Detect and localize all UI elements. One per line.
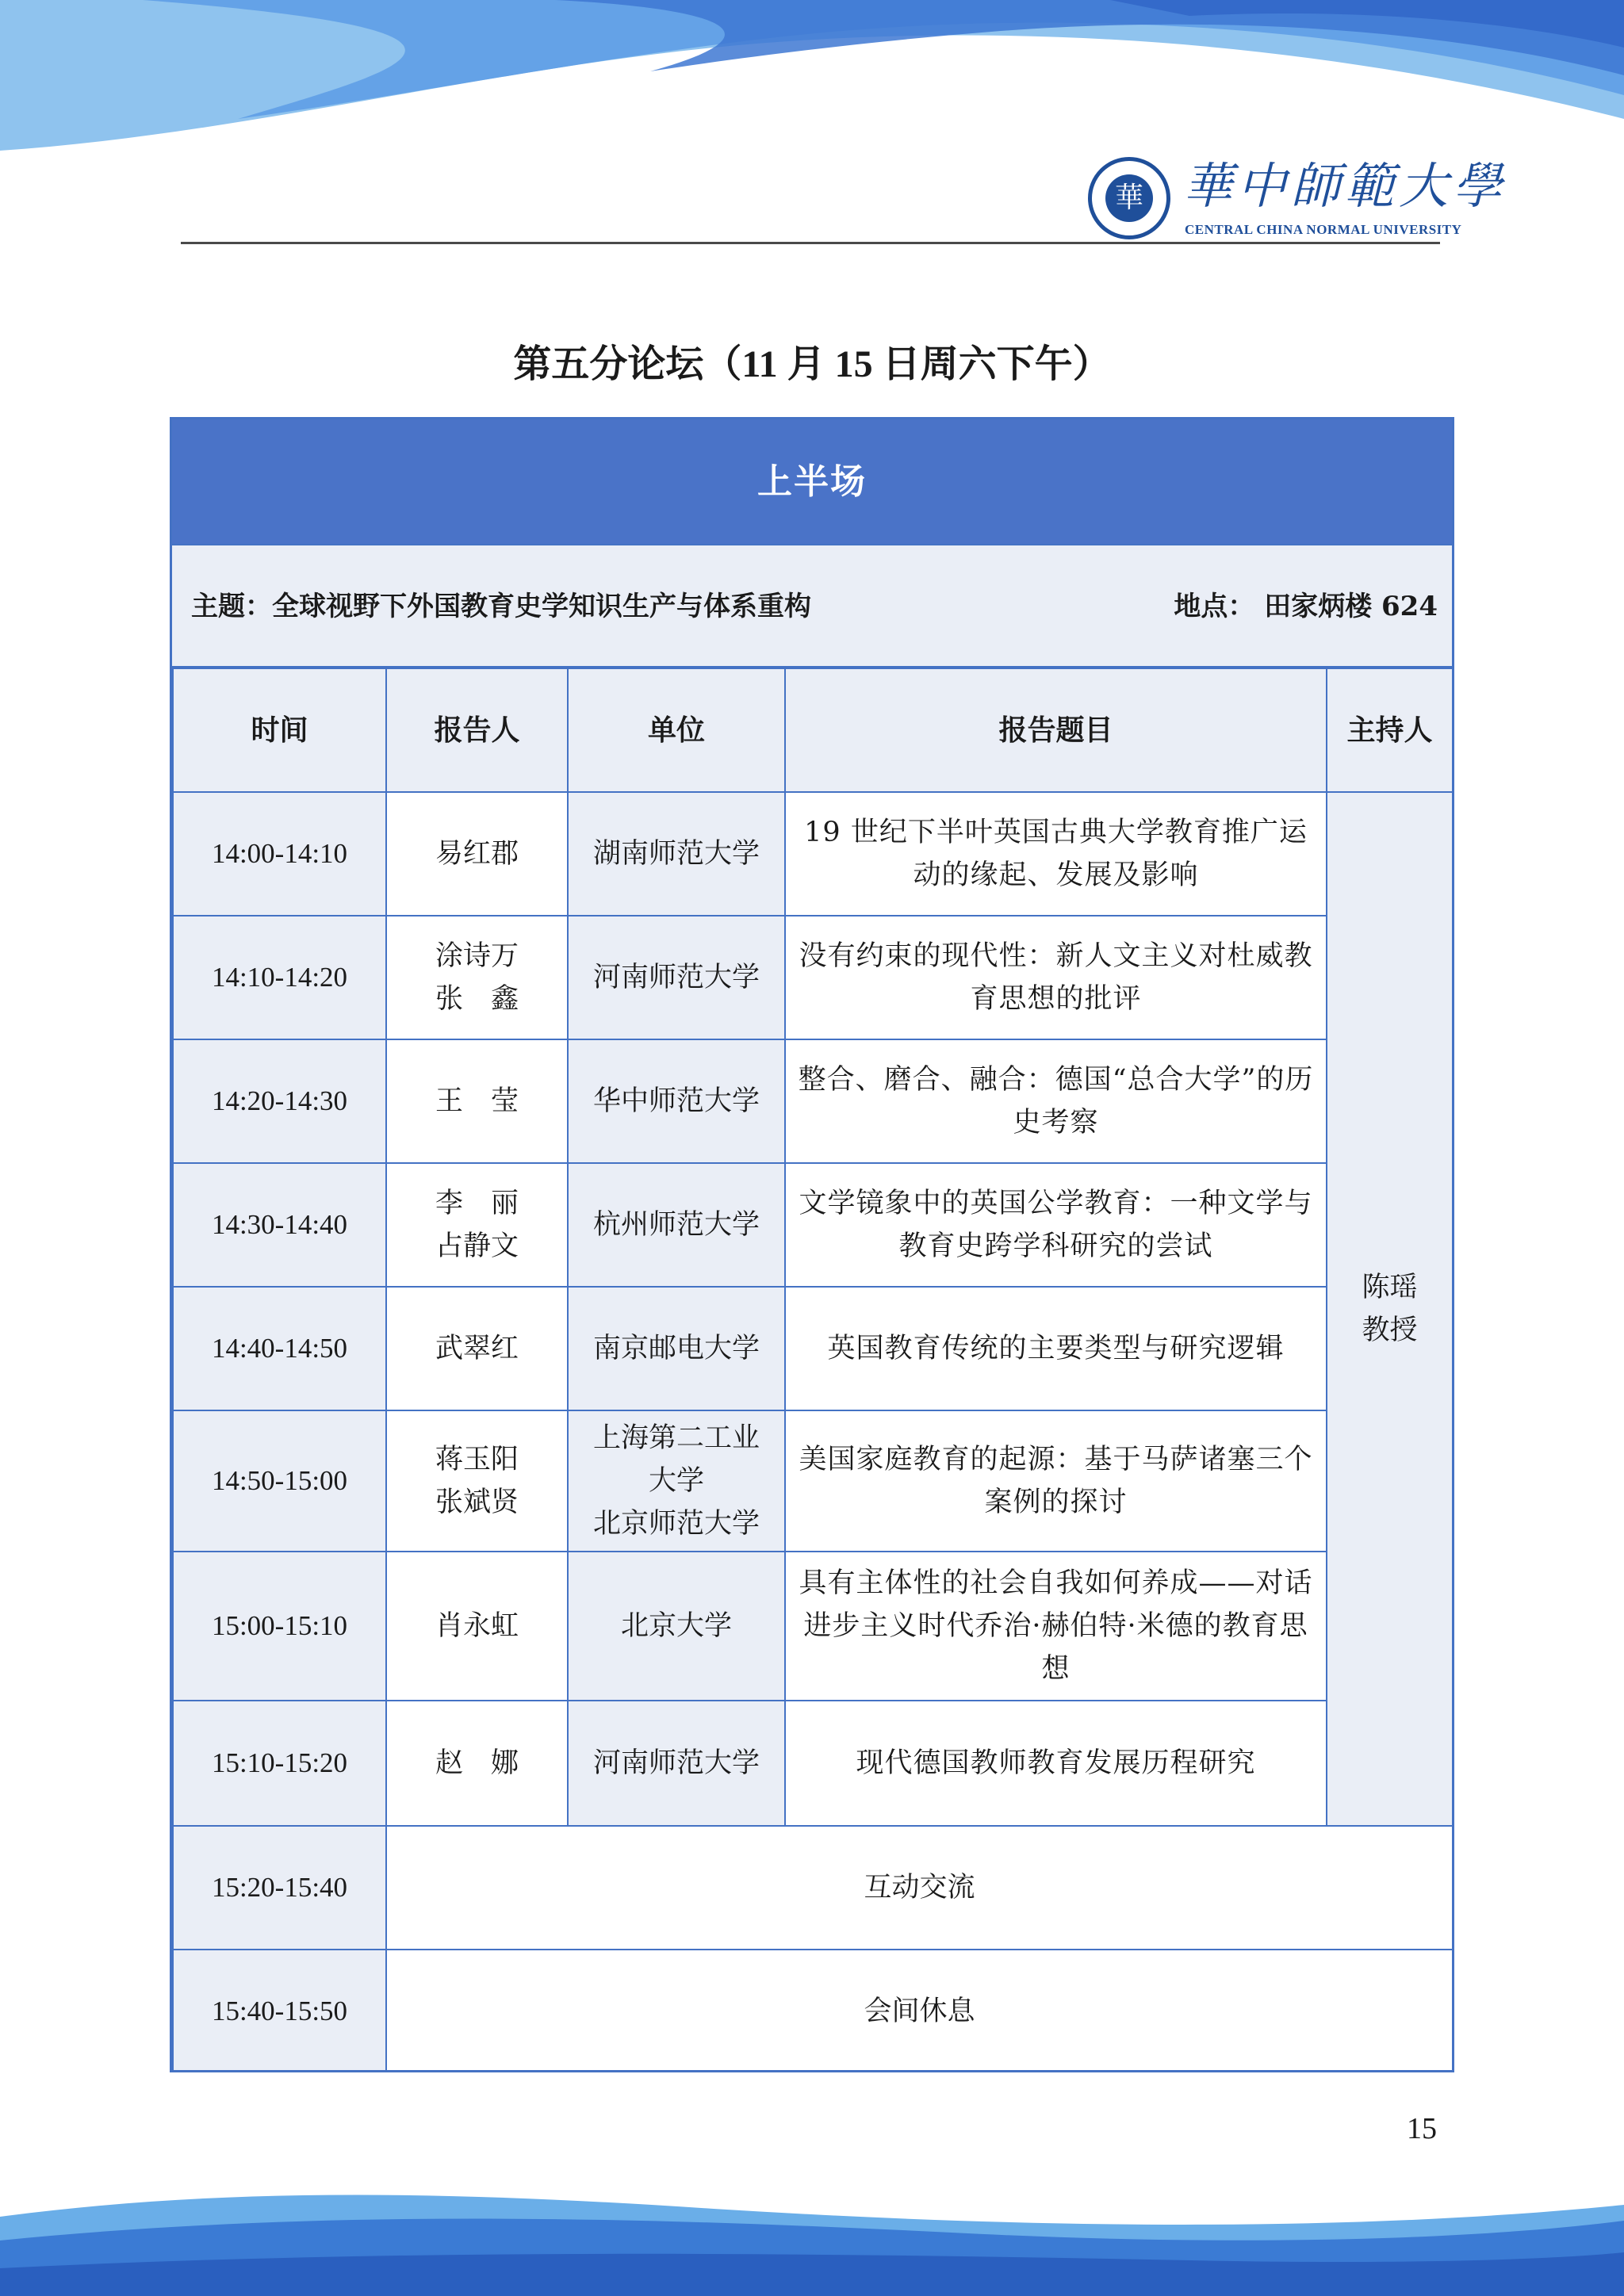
row-unit: 杭州师范大学 xyxy=(568,1163,785,1287)
row-time: 14:30-14:40 xyxy=(173,1163,386,1287)
row-topic: 现代德国教师教育发展历程研究 xyxy=(785,1701,1327,1826)
top-wave-decoration xyxy=(0,0,1624,159)
row-topic: 具有主体性的社会自我如何养成——对话进步主义时代乔治·赫伯特·米德的教育思想 xyxy=(785,1552,1327,1701)
col-header-unit: 单位 xyxy=(568,668,785,792)
page-number: 15 xyxy=(1407,2112,1437,2145)
row-unit: 河南师范大学 xyxy=(568,916,785,1039)
row-time: 14:10-14:20 xyxy=(173,916,386,1039)
schedule-grid xyxy=(172,668,1454,2072)
row-time: 14:00-14:10 xyxy=(173,792,386,916)
table-row xyxy=(173,1039,1453,1163)
row-time: 14:50-15:00 xyxy=(173,1410,386,1552)
bottom-wave-decoration xyxy=(0,2185,1624,2296)
break-time: 15:40-15:50 xyxy=(173,1950,386,2072)
row-unit: 河南师范大学 xyxy=(568,1701,785,1826)
break-time: 15:20-15:40 xyxy=(173,1826,386,1950)
table-row xyxy=(173,1552,1453,1701)
row-time: 14:20-14:30 xyxy=(173,1039,386,1163)
university-logo xyxy=(1088,155,1507,243)
table-row xyxy=(173,1163,1453,1287)
session-info-bar xyxy=(172,544,1452,668)
table-row xyxy=(173,916,1453,1039)
row-time: 14:40-14:50 xyxy=(173,1287,386,1410)
row-speaker: 武翠红 xyxy=(386,1287,568,1410)
row-topic: 文学镜象中的英国公学教育：一种文学与教育史跨学科研究的尝试 xyxy=(785,1163,1327,1287)
header-divider xyxy=(181,242,1440,244)
break-row xyxy=(173,1826,1453,1950)
university-name-en: CENTRAL CHINA NORMAL UNIVERSITY xyxy=(1185,222,1462,237)
session-venue: 地点： 田家炳楼 624 xyxy=(1174,591,1438,622)
break-row xyxy=(173,1950,1453,2072)
col-header-host: 主持人 xyxy=(1327,668,1453,792)
forum-title: 第五分论坛（11 月 15 日周六下午） xyxy=(513,343,1111,385)
row-unit: 北京大学 xyxy=(568,1552,785,1701)
row-topic: 19 世纪下半叶英国古典大学教育推广运动的缘起、发展及影响 xyxy=(785,792,1327,916)
row-speaker: 蒋玉阳 张斌贤 xyxy=(386,1410,568,1552)
row-topic: 没有约束的现代性：新人文主义对杜威教育思想的批评 xyxy=(785,916,1327,1039)
header-row xyxy=(173,668,1453,792)
row-speaker: 涂诗万 张 鑫 xyxy=(386,916,568,1039)
break-label: 互动交流 xyxy=(386,1826,1453,1950)
row-unit: 南京邮电大学 xyxy=(568,1287,785,1410)
row-unit: 华中师范大学 xyxy=(568,1039,785,1163)
col-header-time: 时间 xyxy=(173,668,386,792)
row-topic: 整合、磨合、融合：德国“总合大学”的历史考察 xyxy=(785,1039,1327,1163)
row-speaker: 肖永虹 xyxy=(386,1552,568,1701)
row-topic: 美国家庭教育的起源：基于马萨诸塞三个案例的探讨 xyxy=(785,1410,1327,1552)
col-header-topic: 报告题目 xyxy=(785,668,1327,792)
table-row xyxy=(173,792,1453,916)
table-row xyxy=(173,1701,1453,1826)
row-speaker: 易红郡 xyxy=(386,792,568,916)
session-label: 上半场 xyxy=(172,419,1452,544)
col-header-speaker: 报告人 xyxy=(386,668,568,792)
row-speaker: 赵 娜 xyxy=(386,1701,568,1826)
table-row xyxy=(173,1410,1453,1552)
row-time: 15:00-15:10 xyxy=(173,1552,386,1701)
row-topic: 英国教育传统的主要类型与研究逻辑 xyxy=(785,1287,1327,1410)
row-unit: 上海第二工业 大学 北京师范大学 xyxy=(568,1410,785,1552)
table-row xyxy=(173,1287,1453,1410)
row-speaker: 王 莹 xyxy=(386,1039,568,1163)
row-unit: 湖南师范大学 xyxy=(568,792,785,916)
session-theme: 主题：全球视野下外国教育史学知识生产与体系重构 xyxy=(191,591,811,622)
break-label: 会间休息 xyxy=(386,1950,1453,2072)
row-speaker: 李 丽 占静文 xyxy=(386,1163,568,1287)
host-cell: 陈瑶 教授 xyxy=(1327,792,1453,1826)
schedule-table xyxy=(170,417,1454,2072)
university-emblem-icon: 華 xyxy=(1088,157,1170,239)
row-time: 15:10-15:20 xyxy=(173,1701,386,1826)
university-name-cn: 華中師範大學 xyxy=(1183,157,1507,215)
